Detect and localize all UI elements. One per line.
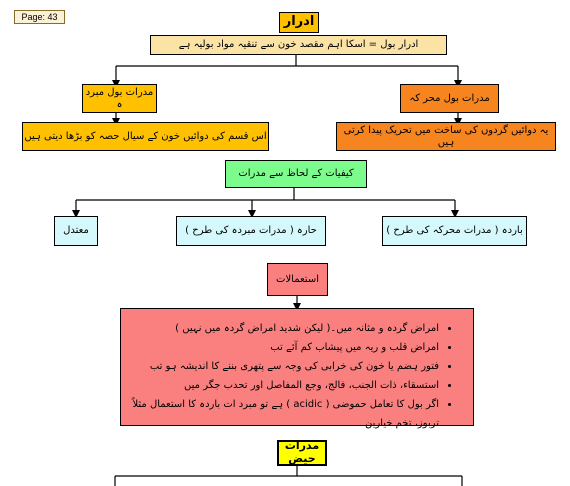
title-box: ادرار [279, 12, 319, 33]
uses-title-box: استعمالات [267, 263, 328, 296]
mubarrid-diuretics-box: مدرات بول مبرد ہ [82, 84, 157, 113]
definition-box: ادرار بول = اسکا اہم مقصد خون سے تنقیہ مواد بولیہ ہے [150, 35, 447, 55]
uses-list-item: • امراض گردہ و مثانہ میں۔( لیکن شدید امراض گردہ میں نہیں ) [129, 319, 439, 338]
mubarrid-description-box: اس قسم کی دوائیں خون کے سیال حصہ کو بڑھا دیتی ہیں [22, 122, 269, 151]
uses-list-item: • فتور ہضم یا خون کی خرابی کی وجہ سے پتھری بننے کا اندیشہ ہو تب [129, 357, 439, 376]
muharrik-diuretics-box: مدرات بول محر کہ [400, 84, 499, 113]
uses-list-item: • استسقاء، ذات الجنب، فالج، وجع المفاصل اور تحدب جگر میں [129, 376, 439, 395]
menstrual-diuretics-box: مدرات حیض [277, 440, 327, 466]
uses-list-box [120, 308, 474, 429]
haara-box: حارہ ( مدرات مبردہ کی طرح ) [176, 216, 326, 246]
quality-diuretics-box: کیفیات کے لحاظ سے مدرات [225, 160, 367, 188]
baarida-box: باردہ ( مدرات محرکہ کی طرح ) [382, 216, 527, 246]
moatadil-box: معتدل [54, 216, 98, 246]
muharrik-description-box: یہ دوائیں گردوں کی ساخت میں تحریک پیدا کرتی ہیں [336, 122, 556, 151]
uses-list-item: • اگر بول کا تعامل حموضی ( acidic ) ہے تو مبرد ات باردہ کا استعمال مثلاً تربوز، تخم خیارین۔ [129, 395, 439, 433]
page-number-badge: Page: 43 [14, 10, 65, 24]
uses-list [121, 309, 473, 433]
uses-list-item: • امراض قلب و ریہ میں پیشاب کم آئے تب [129, 338, 439, 357]
